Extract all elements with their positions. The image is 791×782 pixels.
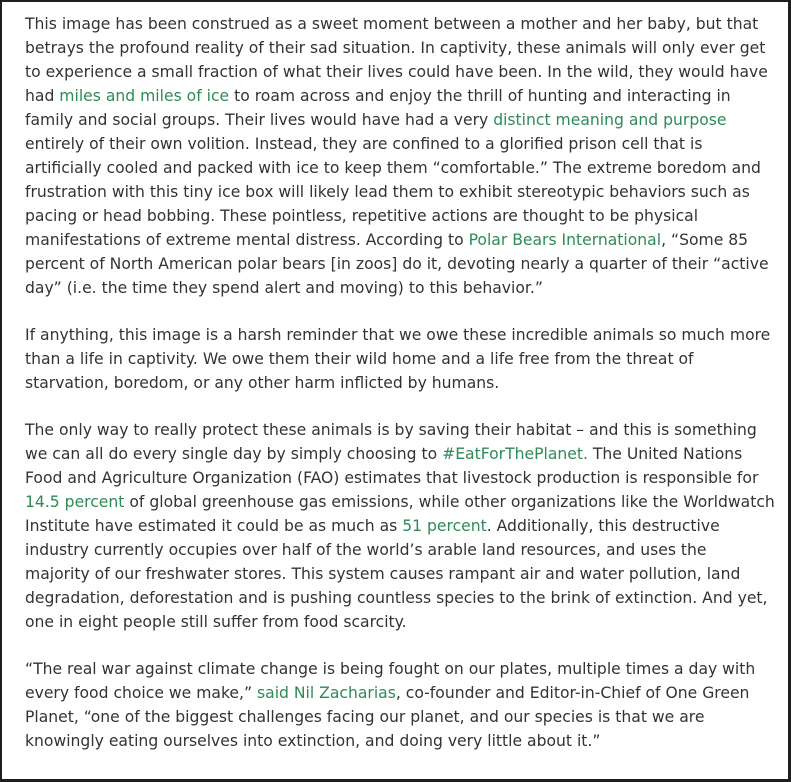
inline-link[interactable]: Polar Bears International [468, 231, 662, 249]
inline-link[interactable]: 51 percent [402, 517, 487, 535]
paragraph-text: of global greenhouse gas emissions, while other organizations like the Worldwatch Institute have estimated it could be as much as [25, 493, 775, 535]
inline-link[interactable]: #EatForThePlanet. [442, 445, 588, 463]
article-paragraph [25, 323, 776, 395]
inline-link[interactable]: said Nil Zacharias [257, 684, 396, 702]
paragraph-text: If anything, this image is a harsh reminder that we owe these incredible animals so much more than a life in captivity. We owe them their wild home and a life free from the threat of starvation, boredom, or any other harm inflicted by humans. [25, 326, 771, 392]
paragraph-text: “The real war against climate change is being fought on our plates, multiple times a day with every food choice we make,” [25, 660, 756, 702]
paragraph-text: This image has been construed as a sweet moment between a mother and her baby, but that betrays the profound reality of their sad situation. In captivity, these animals will only ever get to experience a small fraction of what their lives could have been. In the wild, they would have had [25, 15, 768, 105]
paragraph-text: , co-founder and Editor-in-Chief of One Green Planet, “one of the biggest challenges facing our planet, and our species is that we are knowingly eating ourselves into extinction, and doing very little about it.” [25, 684, 750, 750]
article-paragraph [25, 418, 776, 634]
paragraph-text: . Additionally, this destructive industry currently occupies over half of the world’s arable land resources, and uses the majority of our freshwater stores. This system causes rampant air and water pollution, land degradation, deforestation and is pushing countless species to the brink of extinction. And yet, one in eight people still suffer from food scarcity. [25, 517, 768, 631]
paragraph-text: The United Nations Food and Agriculture Organization (FAO) estimates that livestock production is responsible for [25, 445, 759, 487]
article-paragraph [25, 657, 776, 753]
article-paragraph [25, 12, 776, 300]
paragraph-text: to roam across and enjoy the thrill of hunting and interacting in family and social groups. Their lives would have had a very [25, 87, 731, 129]
paragraph-text: , “Some 85 percent of North American polar bears [in zoos] do it, devoting nearly a quarter of their “active day” (i.e. the time they spend alert and moving) to this behavior.” [25, 231, 769, 297]
paragraph-text: The only way to really protect these animals is by saving their habitat – and this is something we can all do every single day by simply choosing to [25, 421, 757, 463]
inline-link[interactable]: distinct meaning and purpose [493, 111, 727, 129]
inline-link[interactable]: miles and miles of ice [59, 87, 230, 105]
article-body [25, 12, 776, 753]
inline-link[interactable]: 14.5 percent [25, 493, 125, 511]
paragraph-text: entirely of their own volition. Instead, they are confined to a glorified prison cell that is artificially cooled and packed with ice to keep them “comfortable.” The extreme boredom and frustration with this tiny ice box will likely lead them to exhibit stereotypic behaviors such as pacing or head bobbing. These pointless, repetitive actions are thought to be physical manifestations of extreme mental distress. According to [25, 135, 761, 249]
